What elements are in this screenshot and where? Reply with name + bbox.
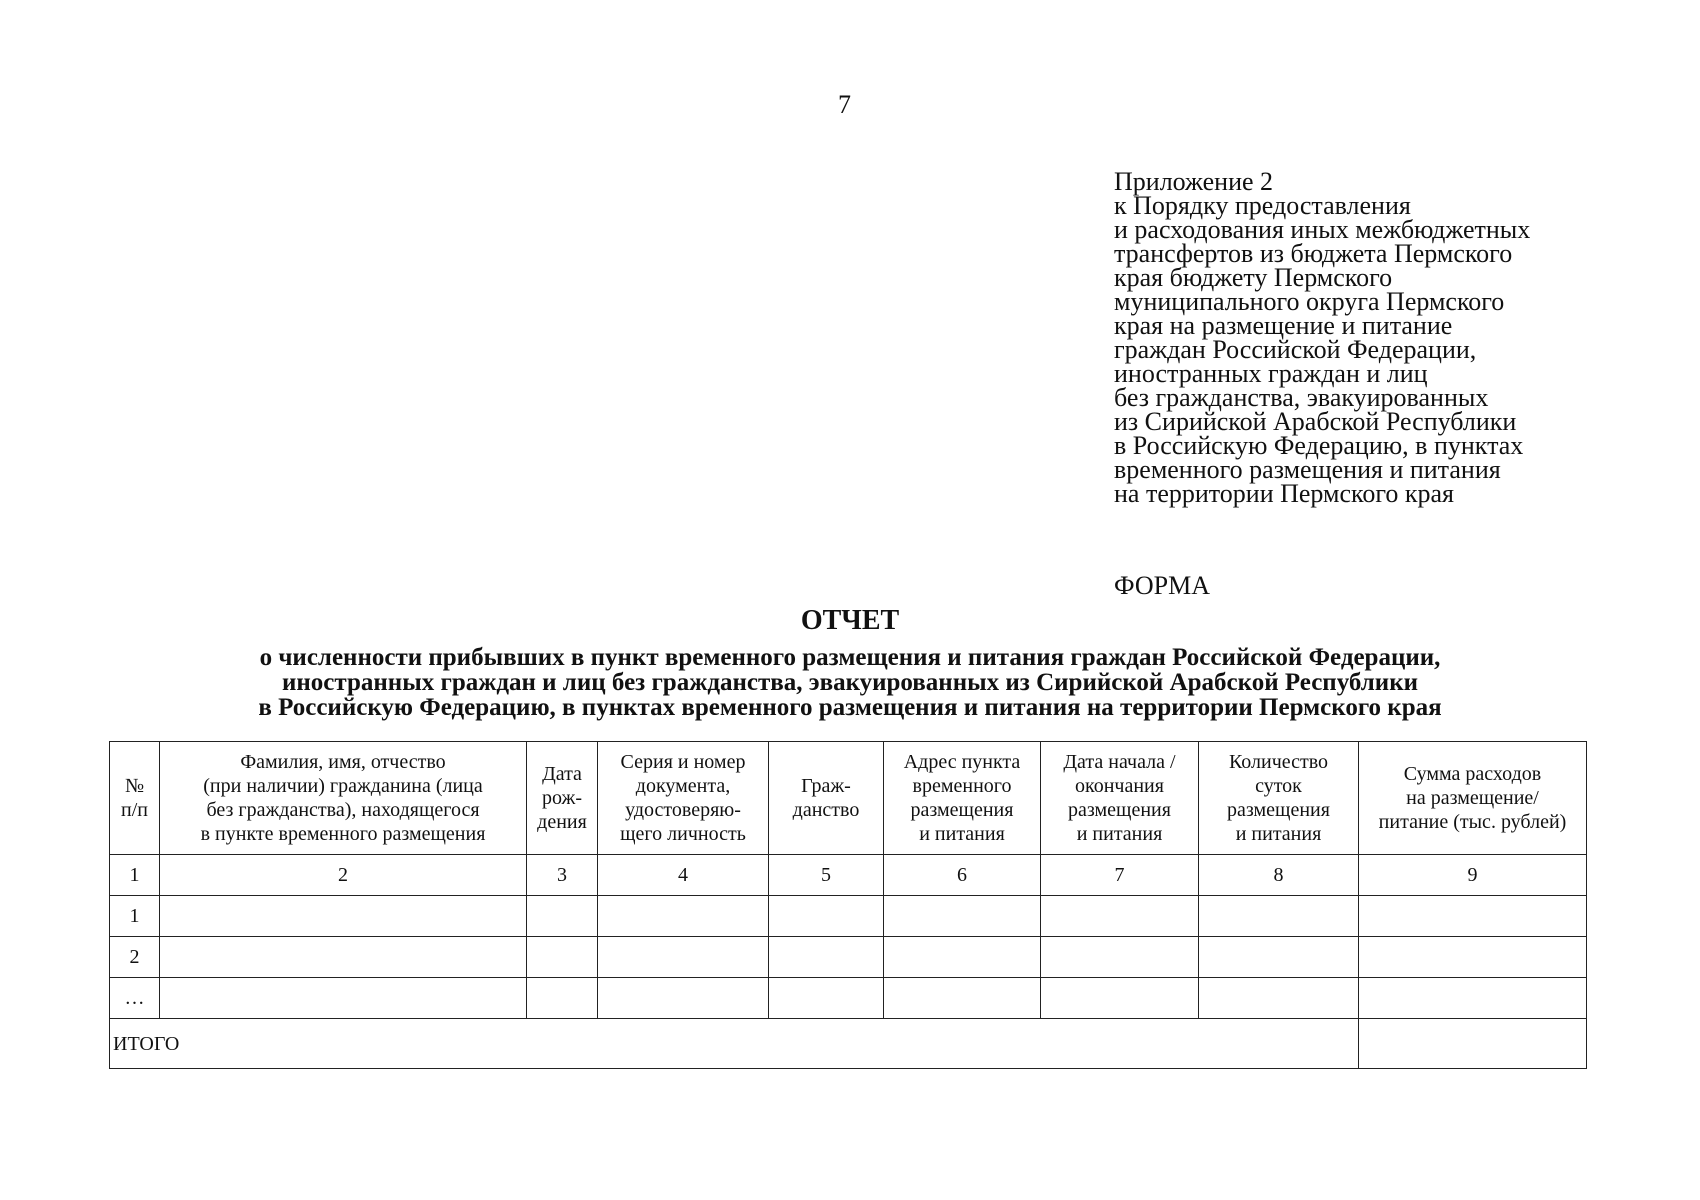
report-subtitle-line: иностранных граждан и лиц без гражданства, эвакуированных из Сирийской Арабской Республики [282, 669, 1418, 696]
column-number-cell: 7 [1041, 855, 1199, 896]
appendix-line: в Российскую Федерацию, в пунктах [1114, 431, 1524, 460]
table-cell [1199, 937, 1359, 978]
table-cell [598, 896, 769, 937]
column-number-row [110, 855, 1587, 896]
total-label: ИТОГО [110, 1019, 1359, 1069]
appendix-line: и расходования иных межбюджетных [1114, 215, 1531, 244]
table-cell [160, 896, 527, 937]
appendix-line: иностранных граждан и лиц [1114, 359, 1428, 388]
header-cell-id-document: Серия и номер документа, удостоверяю- щего личность [598, 742, 769, 855]
column-number-cell: 4 [598, 855, 769, 896]
appendix-line: без гражданства, эвакуированных [1114, 383, 1489, 412]
report-subtitle [150, 645, 1550, 720]
table-cell [1199, 978, 1359, 1019]
table-cell: 2 [110, 937, 160, 978]
header-cell-address: Адрес пункта временного размещения и питания [884, 742, 1041, 855]
table-cell: 1 [110, 896, 160, 937]
table-cell [769, 937, 884, 978]
column-number-cell: 6 [884, 855, 1041, 896]
header-cell-days-count: Количество суток размещения и питания [1199, 742, 1359, 855]
table-cell [1041, 896, 1199, 937]
report-title: ОТЧЕТ [800, 605, 900, 636]
table-cell [1041, 978, 1199, 1019]
column-number-cell: 2 [160, 855, 527, 896]
table-cell [884, 896, 1041, 937]
report-table [109, 741, 1587, 1069]
column-number-cell: 5 [769, 855, 884, 896]
appendix-line: граждан Российской Федерации, [1114, 335, 1477, 364]
column-number-cell: 3 [527, 855, 598, 896]
table-cell [160, 978, 527, 1019]
total-row [110, 1019, 1587, 1069]
appendix-line: края бюджету Пермского [1114, 263, 1393, 292]
header-cell-dates: Дата начала / окончания размещения и питания [1041, 742, 1199, 855]
table-cell [527, 896, 598, 937]
table-row [110, 896, 1587, 937]
table-cell [1199, 896, 1359, 937]
table-cell [884, 937, 1041, 978]
form-label: ФОРМА [1114, 571, 1210, 600]
table-cell [527, 937, 598, 978]
table-cell [160, 937, 527, 978]
table-cell [1359, 896, 1587, 937]
header-cell-birth-date: Дата рож- дения [527, 742, 598, 855]
column-number-cell: 1 [110, 855, 160, 896]
total-value [1359, 1019, 1587, 1069]
table-cell [598, 978, 769, 1019]
report-subtitle-line: в Российскую Федерацию, в пунктах временного размещения и питания на территории Пермского края [258, 694, 1442, 721]
header-cell-number: № п/п [110, 742, 160, 855]
table-row [110, 978, 1587, 1019]
header-cell-full-name: Фамилия, имя, отчество (при наличии) гражданина (лица без гражданства), находящегося в пункте временного размещения [160, 742, 527, 855]
appendix-line: Приложение 2 [1114, 167, 1274, 196]
appendix-line: на территории Пермского края [1114, 479, 1454, 508]
table-cell [1041, 937, 1199, 978]
header-cell-expenses: Сумма расходов на размещение/ питание (тыс. рублей) [1359, 742, 1587, 855]
appendix-line: муниципального округа Пермского [1114, 287, 1505, 316]
table-cell [527, 978, 598, 1019]
appendix-line: временного размещения и питания [1114, 455, 1501, 484]
appendix-line: трансфертов из бюджета Пермского [1114, 239, 1513, 268]
table-cell [769, 896, 884, 937]
table-cell [598, 937, 769, 978]
table-cell [1359, 937, 1587, 978]
table-cell [769, 978, 884, 1019]
header-cell-citizenship: Граж- данство [769, 742, 884, 855]
table-row [110, 937, 1587, 978]
appendix-line: из Сирийской Арабской Республики [1114, 407, 1517, 436]
page-number: 7 [838, 90, 851, 119]
appendix-line: к Порядку предоставления [1114, 191, 1411, 220]
table-header-row [110, 742, 1587, 855]
column-number-cell: 8 [1199, 855, 1359, 896]
column-number-cell: 9 [1359, 855, 1587, 896]
table-cell [1359, 978, 1587, 1019]
appendix-line: края на размещение и питание [1114, 311, 1453, 340]
table-cell: … [110, 978, 160, 1019]
table-cell [884, 978, 1041, 1019]
appendix-block [1114, 167, 1584, 508]
report-subtitle-line: о численности прибывших в пункт временного размещения и питания граждан Российской Федерации, [259, 644, 1441, 671]
